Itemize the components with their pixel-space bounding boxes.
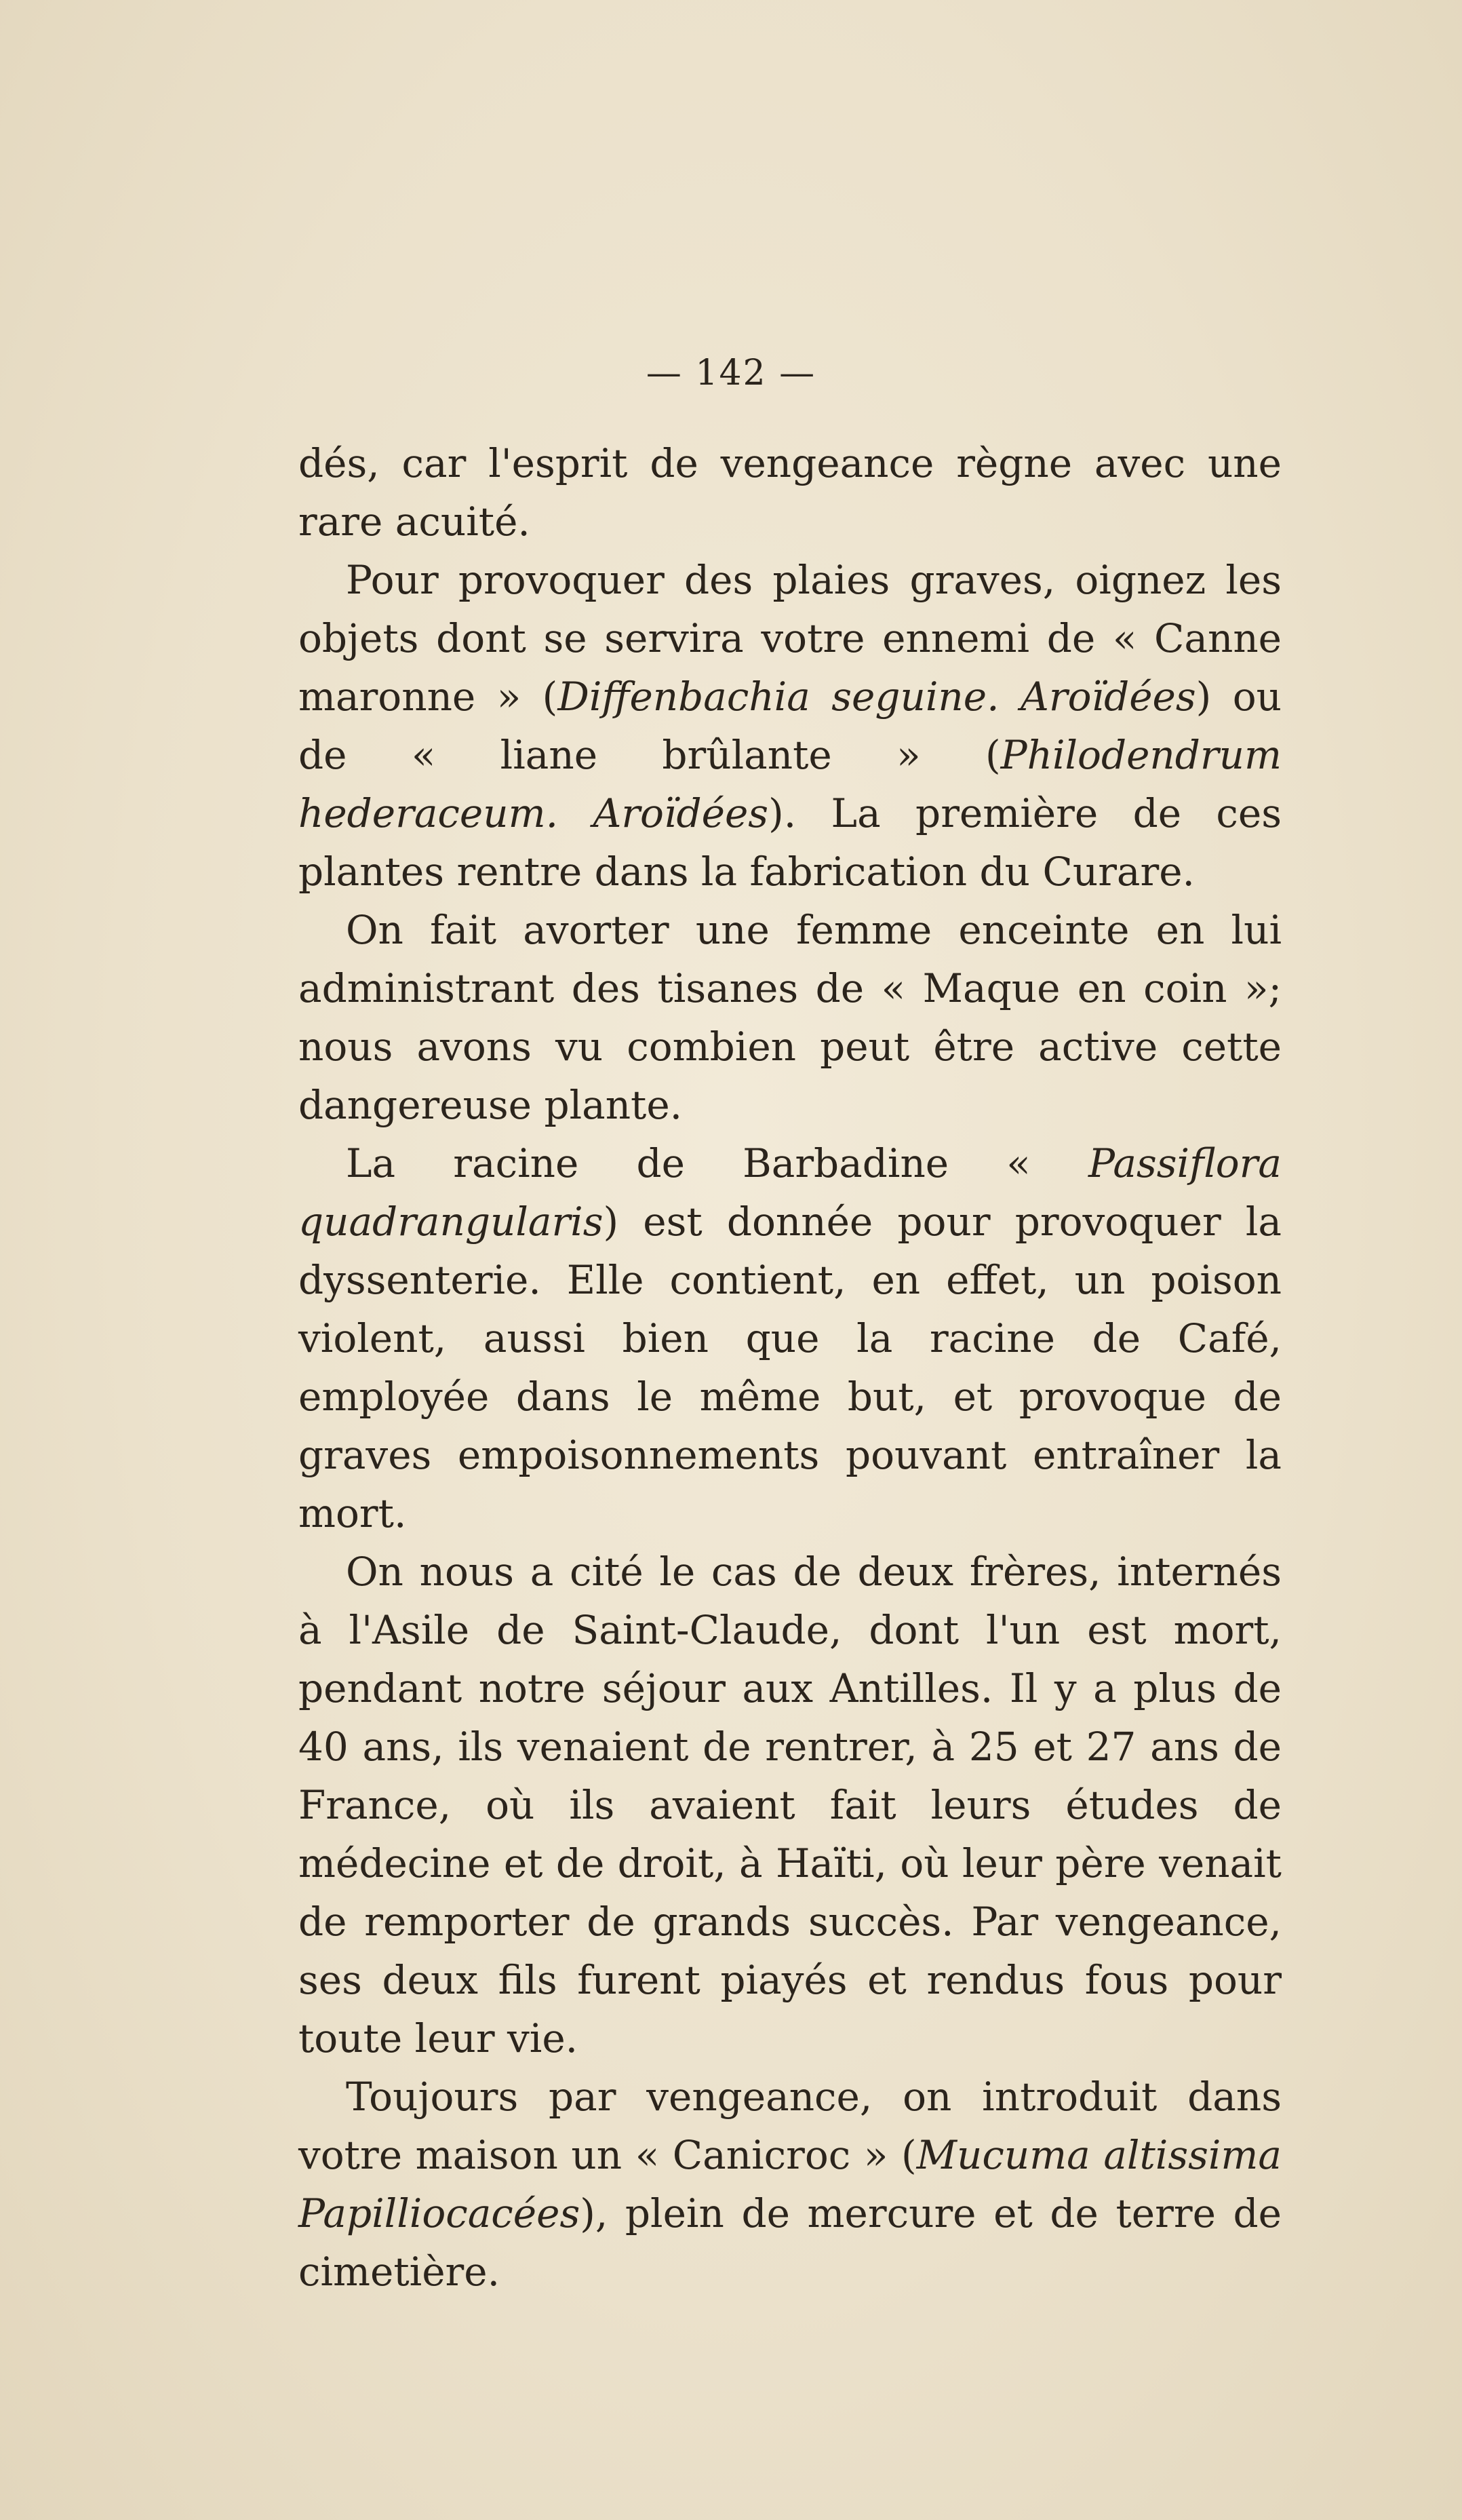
- text-segment: ) est donnée pour provoquer la dyssenterie. Elle contient, en effet, un poison violent, aussi bien que la racine de Café, employée dans le même but, et provoque de graves empoisonnements pouvant entraîner la mort.: [298, 1199, 1282, 1536]
- species-name: Philodendrum hederaceum. Aroïdées: [298, 732, 1282, 836]
- paragraph-barbadine: [298, 1134, 1282, 1543]
- species-name: Mucuma altissima Papilliocacées: [298, 2132, 1282, 2236]
- page-number: — 142 —: [646, 353, 816, 393]
- paragraph-continuation: [298, 434, 1282, 551]
- paragraph-plaies: [298, 551, 1282, 901]
- paragraph-avorter: [298, 901, 1282, 1134]
- text-segment: On fait avorter une femme enceinte en lui administrant des tisanes de « Maque en coin »; nous avons vu combien peut être active cette dangereuse plante.: [298, 907, 1282, 1128]
- text-segment: Toujours par vengeance, on introduit dans votre maison un « Canicroc » (: [298, 2074, 1282, 2178]
- paragraph-canicroc: [298, 2068, 1282, 2301]
- species-name: Passiflora quadrangularis: [298, 1140, 1282, 1245]
- text-segment: dés, car l'esprit de vengeance règne avec une rare acuité.: [298, 440, 1282, 545]
- text-segment: La racine de Barbadine «: [346, 1140, 1088, 1186]
- text-segment: ) ou de « liane brûlante » (: [298, 674, 1282, 778]
- text-segment: ), plein de mercure et de terre de cimetière.: [298, 2190, 1282, 2295]
- text-segment: ). La première de ces plantes rentre dans la fabrication du Curare.: [298, 790, 1282, 895]
- paragraph-freres: [298, 1543, 1282, 2068]
- text-segment: Pour provoquer des plaies graves, oignez les objets dont se servira votre ennemi de « Canne maronne » (: [298, 557, 1282, 720]
- species-name: Diffenbachia seguine. Aroïdées: [557, 674, 1196, 720]
- text-segment: On nous a cité le cas de deux frères, internés à l'Asile de Saint-Claude, dont l'un est mort, pendant notre séjour aux Antilles. Il y a plus de 40 ans, ils venaient de rentrer, à 25 et 27 ans de France, où ils avaient fait leurs études de médecine et de droit, à Haïti, où leur père venait de remporter de grands succès. Par vengeance, ses deux fils furent piayés et rendus fous pour toute leur vie.: [298, 1549, 1282, 2061]
- body-text: [298, 434, 1282, 2301]
